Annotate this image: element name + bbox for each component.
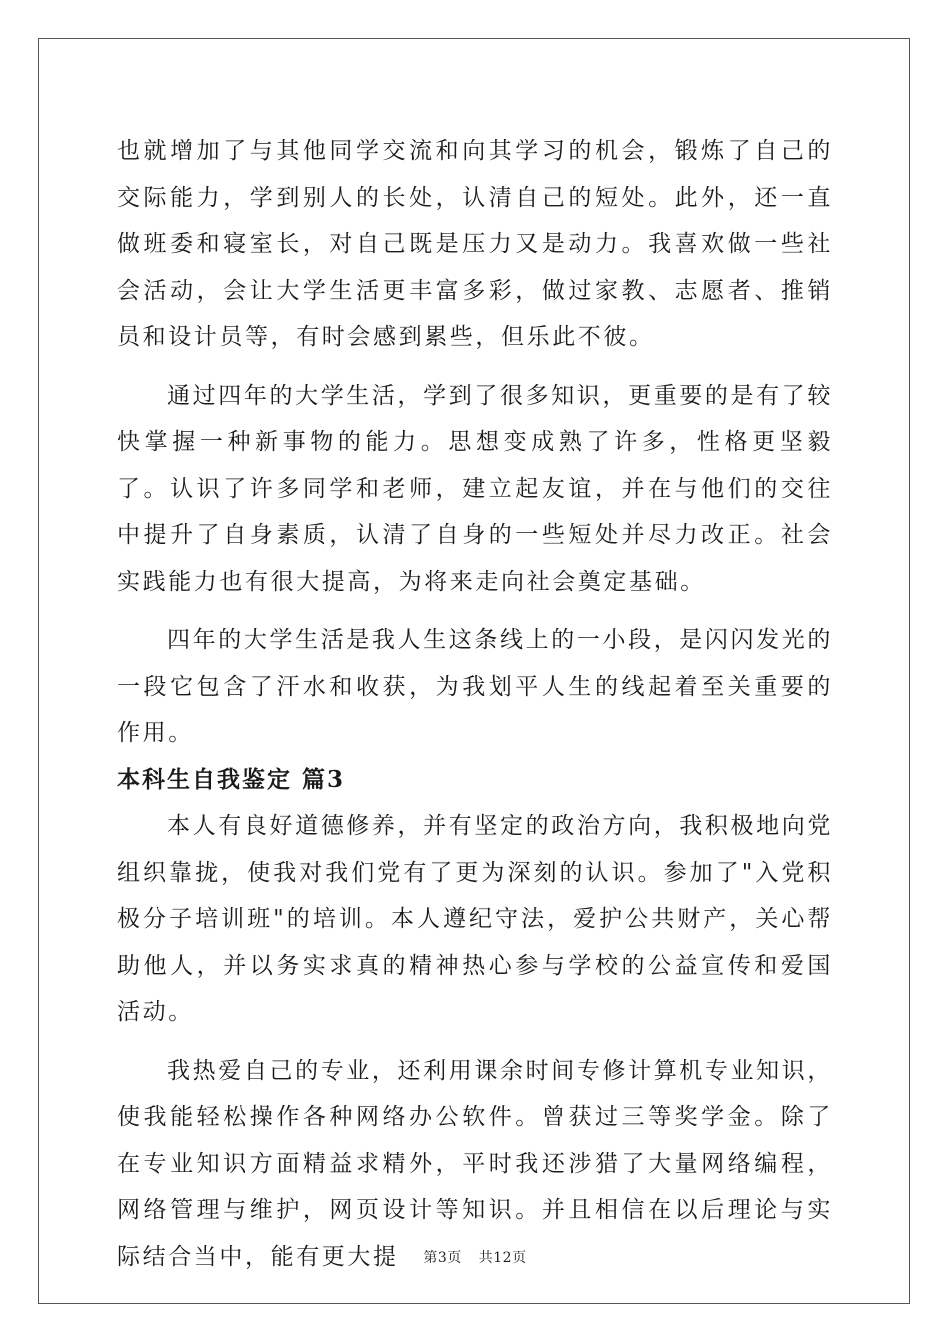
paragraph-3: 四年的大学生活是我人生这条线上的一小段，是闪闪发光的一段它包含了汗水和收获，为我划平人生的线起着至关重要的作用。 [117, 627, 833, 746]
section-paragraph-2: 我热爱自己的专业，还利用课余时间专修计算机专业知识，使我能轻松操作各种网络办公软件。曾获过三等奖学金。除了在专业知识方面精益求精外，平时我还涉猎了大量网络编程，网络管理与维护，网页设计等知识。并且相信在以后理论与实际结合当中，能有更大提 [117, 1057, 833, 1270]
section-paragraph-1: 本人有良好道德修养，并有坚定的政治方向，我积极地向党组织靠拢，使我对我们党有了更为深刻的认识。参加了"入党积极分子培训班"的培训。本人遵纪守法，爱护公共财产，关心帮助他人，并以务实求真的精神热心参与学校的公益宣传和爱国活动。 [117, 813, 833, 1025]
document-body [117, 128, 833, 1280]
paragraph-2: 通过四年的大学生活，学到了很多知识，更重要的是有了较快掌握一种新事物的能力。思想变成熟了许多，性格更坚毅了。认识了许多同学和老师，建立起友谊，并在与他们的交往中提升了自身素质，认清了自身的一些短处并尽力改正。社会实践能力也有很大提高，为将来走向社会奠定基础。 [117, 382, 833, 595]
paragraph-1: 也就增加了与其他同学交流和向其学习的机会，锻炼了自己的交际能力，学到别人的长处，认清自己的短处。此外，还一直做班委和寝室长，对自己既是压力又是动力。我喜欢做一些社会活动，会让大学生活更丰富多彩，做过家教、志愿者、推销员和设计员等，有时会感到累些，但乐此不彼。 [117, 138, 833, 350]
page-footer [0, 1247, 950, 1267]
section-title: 本科生自我鉴定 篇3 [117, 765, 346, 793]
page-total: 共12页 [478, 1250, 527, 1266]
page-number: 第3页 [423, 1250, 462, 1266]
